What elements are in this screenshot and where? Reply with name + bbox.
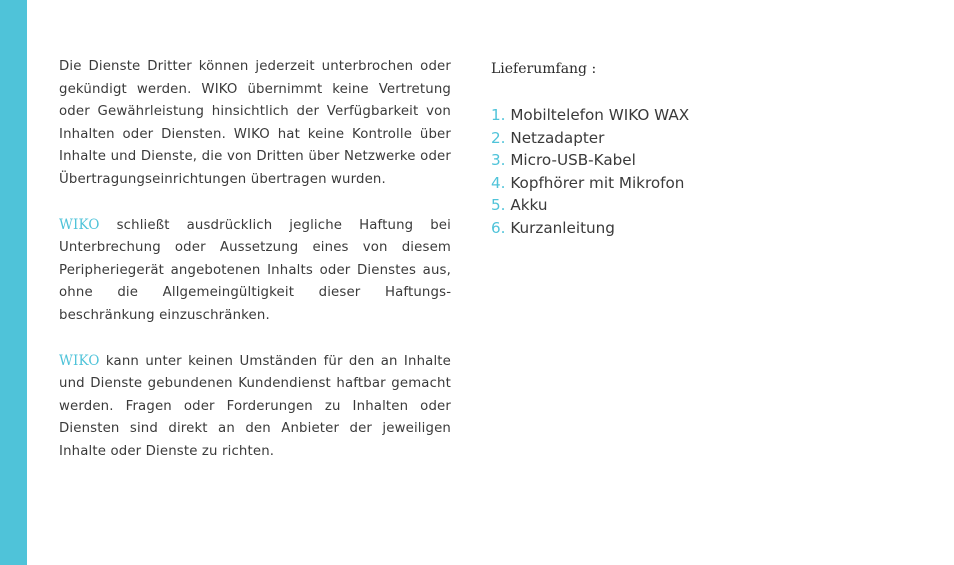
brand-name: WIKO (59, 352, 100, 369)
list-item-number: 4. (491, 173, 506, 192)
list-item-number: 1. (491, 106, 506, 124)
list-item-number: 5. (491, 196, 506, 215)
package-contents-column (491, 58, 891, 240)
paragraph-text: kann unter keinen Umständen für den an Inhalte und Dienste gebundenen Kundendienst haftbar gemacht werden. Fragen oder Forderungen zu Inhalten oder Diensten sind direkt an den Anbieter der jeweiligen Inhalte oder Dienste zu richten. (59, 353, 451, 459)
list-item (491, 172, 891, 195)
package-contents-list (491, 104, 891, 240)
list-item-label: Kurzanleitung (505, 218, 615, 237)
package-contents-title: Lieferumfang : (491, 61, 597, 77)
list-item-label: Akku (505, 196, 548, 215)
list-item-number: 6. (491, 218, 506, 237)
list-item-label: Micro-USB-Kabel (505, 151, 636, 170)
paragraph-third-party-services: Die Dienste Dritter können jederzeit unterbrochen oder gekündigt werden. WIKO übernimmt keine Vertretung oder Gewährleistung hinsichtlich der Verfügbarkeit von Inhalten oder Diensten. WIKO hat keine Kontrolle über Inhalte und Dienste, die von Dritten über Netzwerke oder Übertragungseinrichtungen übertragen wurden. (59, 59, 451, 187)
list-item (491, 194, 891, 217)
paragraph-liability-exclusion (59, 214, 451, 328)
list-item-label: Mobiltelefon WIKO WAX (505, 106, 690, 124)
list-item (491, 217, 891, 240)
list-item-label: Kopfhörer mit Mikrofon (505, 173, 685, 192)
list-item-number: 2. (491, 128, 506, 147)
list-item-number: 3. (491, 151, 506, 170)
legal-text-column (59, 56, 451, 486)
paragraph-customer-service (59, 350, 451, 464)
accent-side-bar (0, 0, 27, 565)
list-item (491, 104, 891, 127)
brand-name: WIKO (59, 216, 100, 233)
list-item (491, 127, 891, 150)
list-item (491, 149, 891, 172)
list-item-label: Netzadapter (505, 128, 605, 147)
paragraph-text: schließt ausdrücklich jegliche Haftung bei Unterbrechung oder Aussetzung eines von diesem Peripheriegerät angebotenen Inhalts oder Dienstes aus, ohne die Allgemeingültigkeit dieser Haftungsbeschränkung einzuschränken. (59, 217, 451, 323)
